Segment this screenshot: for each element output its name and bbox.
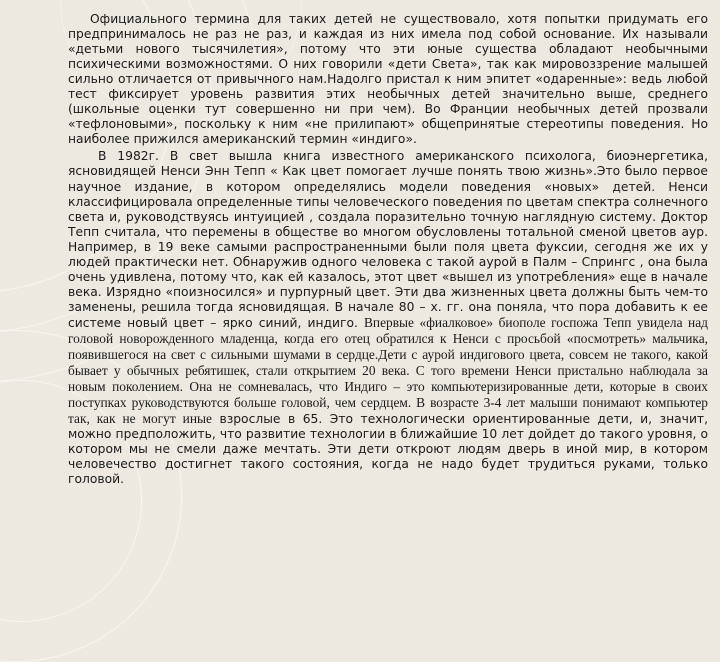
paragraph-text: Официального термина для таких детей не существовало, хотя попытки придумать его предпринималось не раз не раз, и каждая из них имела под собой основание. Их называли «детьми нового тысячилетия», потому что эти юные существа обладают необычными психическими возможностями. О них говорили «дети Света», так как мировоззрение малышей сильно отличается от привычного нам.Надолго пристал к ним эпитет «одаренные»: ведь любой тест фиксирует уровень развития этих необычных детей значительно выше, среднего (школьные оценки тут совершенно ни при чем). Во Франции необычных детей прозвали «тефлоновыми», поскольку к ним «не прилипают» общепринятые стереотипы поведения. Но наиболее прижился американский термин «индиго». [68, 12, 708, 147]
paragraph-text: взрослые в 65. Это технологически ориентированные дети, и, значит, можно предположить, что развитие технологии в ближайшие 10 лет дойдет до такого уровня, о котором мы не смели даже мечтать. Эти дети откроют людям дверь в иной мир, в котором человечество достигнет такого состояния, когда не надо будет трудиться руками, только головой. [68, 412, 709, 487]
document-body [68, 12, 708, 487]
paragraph-text-serif: Впервые «фиалковое» биополе госпожа Тепп увидела над головой новорожденного младенца, когда его отец обратился к Ненси с просьбой «посмотреть» мальчика, появившегося на свет с сильными шумами в сердце.Дети с аурой индигового цвета, совсем не такого, какой бывает у обычных ребятишек, стали открытием 20 века. С того времени Ненси пристально наблюдала за новым поколением. Она не сомневалась, что Индиго – это компьютеризированные дети, которые в своих поступках руководствуются больше головой, чем сердцем. В возрасте 3-4 лет малыши понимают компьютер так, как не могут иные [68, 314, 708, 427]
paragraph-terminology [68, 12, 708, 147]
paragraph-nancy-tapp [68, 149, 708, 487]
paragraph-text: В 1982г. В свет вышла книга известного американского психолога, биоэнергетика, ясновидящей Ненси Энн Тепп « Как цвет помогает лучше понять твою жизнь».Это было первое научное издание, в котором определялись модели поведения «новых» детей. Ненси классифицировала определенные типы человеческого поведения по цветам спектра солнечного света и, руководствуясь интуицией , создала поразительно точную наглядную систему. Доктор Тепп считала, что перемены в обществе во многом обусловлены тотальной сменой цветов аур. Например, в 19 веке самыми распространенными были поля цвета фуксии, сегодня же их у людей практически нет. Обнаружив одного человека с такой аурой в Палм – Спрингс , она была очень удивлена, потому что, как ей казалось, этот цвет «вышел из употребления» еще в начале века. Изрядно «поизносился» и пурпурный цвет. Эти два жизненных цвета должны быть чем-то заменены, решила тогда ясновидящая. В начале 80 – х. гг. она поняла, что пора добавить к ее системе новый цвет – ярко синий, индиго. [68, 149, 708, 330]
